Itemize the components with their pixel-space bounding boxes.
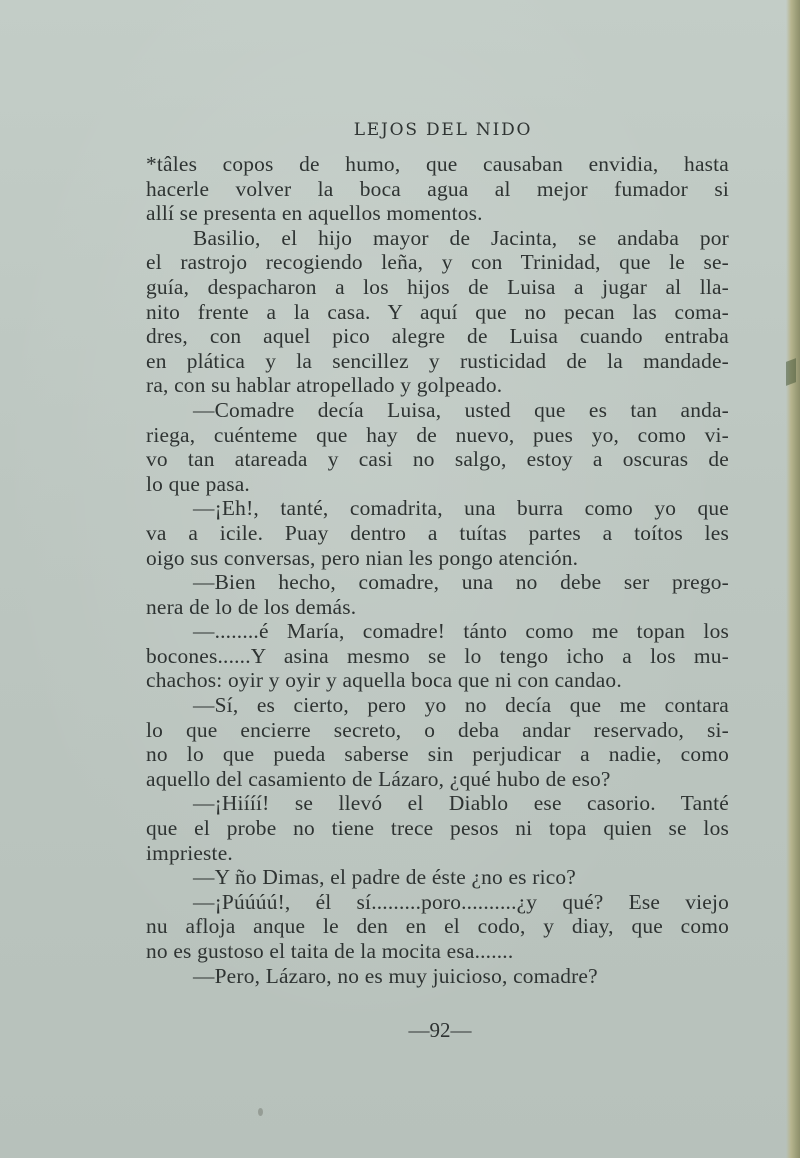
text-line: —Comadre decía Luisa, usted que es tan anda- — [193, 397, 729, 422]
text-line: —Y ño Dimas, el padre de éste ¿no es rico? — [193, 865, 576, 890]
text-line: —Bien hecho, comadre, una no debe ser prego- — [193, 570, 729, 595]
body-text — [146, 152, 729, 988]
text-line: aquello del casamiento de Lázaro, ¿qué hubo de eso? — [146, 766, 611, 791]
text-line: —¡Hiííí! se llevó el Diablo ese casorio. Tanté — [193, 791, 729, 816]
paper-speck — [258, 1108, 263, 1116]
paragraph — [146, 890, 729, 964]
text-line: nera de lo de los demás. — [146, 594, 357, 619]
text-line: hacerle volver la boca agua al mejor fumador si — [146, 176, 729, 201]
text-line: *tâles copos de humo, que causaban envidia, hasta — [146, 152, 729, 176]
paragraph — [146, 570, 729, 619]
text-line: va a icile. Puay dentro a tuítas partes a toítos les — [146, 520, 729, 545]
text-line: imprieste. — [146, 840, 233, 865]
text-line: allí se presenta en aquellos momentos. — [146, 201, 483, 226]
paragraph — [146, 152, 729, 226]
text-line: ra, con su hablar atropellado y golpeado. — [146, 373, 503, 398]
paragraph — [146, 865, 729, 890]
page-number: —92— — [408, 1018, 472, 1042]
text-line: guía, despacharon a los hijos de Luisa a jugar al lla- — [146, 274, 729, 299]
text-line: —¡Púúúú!, él sí.........poro..........¿y qué? Ese viejo — [193, 889, 729, 914]
text-line: el rastrojo recogiendo leña, y con Trinidad, que le se- — [146, 250, 729, 275]
text-line: bocones......Y asina mesmo se lo tengo icho a los mu- — [146, 643, 729, 668]
text-line: vo tan atareada y casi no salgo, estoy a oscuras de — [146, 447, 729, 472]
text-line: en plática y la sencillez y rusticidad de la mandade- — [146, 348, 729, 373]
text-line: Basilio, el hijo mayor de Jacinta, se andaba por — [193, 225, 729, 250]
paragraph — [146, 619, 729, 693]
text-line: —........é María, comadre! tánto como me topan los — [193, 619, 729, 644]
text-line: chachos: oyir y oyir y aquella boca que ni con candao. — [146, 668, 622, 693]
text-line: nito frente a la casa. Y aquí que no pecan las coma- — [146, 299, 729, 324]
paragraph — [146, 226, 729, 398]
text-line: —¡Eh!, tanté, comadrita, una burra como yo que — [193, 496, 729, 521]
text-line: lo que pasa. — [146, 471, 250, 496]
running-header: LEJOS DEL NIDO — [353, 120, 533, 140]
page-edge — [786, 0, 800, 1158]
text-line: no es gustoso el taita de la mocita esa....... — [146, 939, 514, 963]
text-line: que el probe no tiene trece pesos ni topa quien se los — [146, 816, 729, 841]
paragraph — [146, 964, 729, 989]
text-line: riega, cuénteme que hay de nuevo, pues yo, como vi- — [146, 422, 729, 447]
text-line: dres, con aquel pico alegre de Luisa cuando entraba — [146, 324, 729, 349]
text-line: —Pero, Lázaro, no es muy juicioso, comadre? — [193, 963, 598, 988]
paragraph — [146, 791, 729, 865]
text-line: oigo sus conversas, pero nian les pongo atención. — [146, 545, 579, 570]
text-line: —Sí, es cierto, pero yo no decía que me contara — [193, 693, 729, 718]
paragraph — [146, 496, 729, 570]
paragraph — [146, 693, 729, 791]
text-line: no lo que pueda saberse sin perjudicar a nadie, como — [146, 742, 729, 767]
edge-stain — [786, 358, 796, 386]
text-line: lo que encierre secreto, o deba andar reservado, si- — [146, 717, 729, 742]
text-line: nu afloja anque le den en el codo, y diay, que como — [146, 914, 729, 939]
paragraph — [146, 398, 729, 496]
